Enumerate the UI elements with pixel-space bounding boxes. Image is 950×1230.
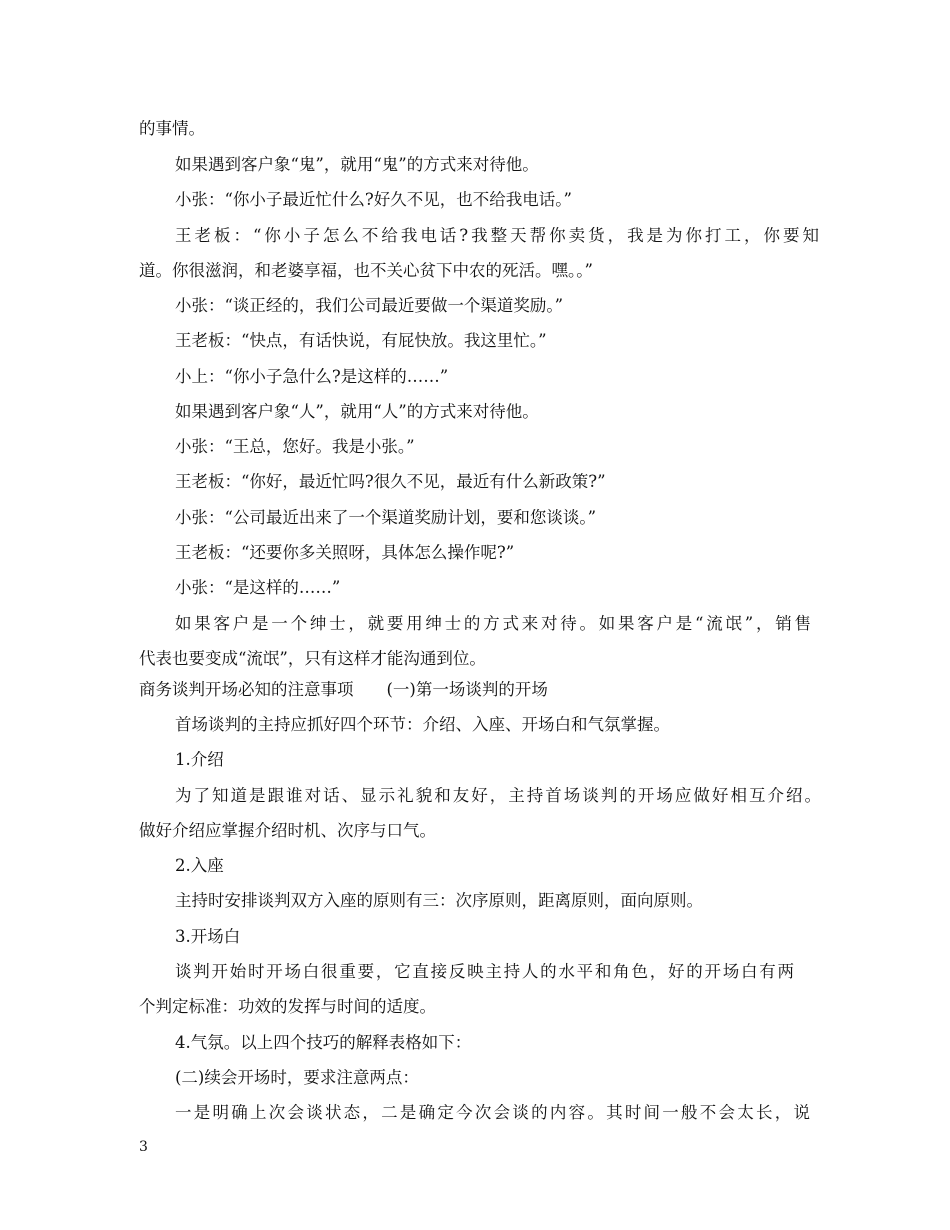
text-line: 小张：“王总，您好。我是小张。” — [175, 437, 415, 456]
text-line: 王老板：“还要你多关照呀，具体怎么操作呢?” — [175, 543, 515, 562]
text-line: 如果客户是一个绅士，就要用绅士的方式来对待。如果客户是“流氓”，销售 — [175, 614, 811, 633]
text-line: 小张：“你小子最近忙什么?好久不见，也不给我电话。” — [175, 190, 572, 209]
text-line: 做好介绍应掌握介绍时机、次序与口气。 — [139, 821, 436, 840]
text-line: 小张：“公司最近出来了一个渠道奖励计划，要和您谈谈。” — [175, 508, 597, 527]
text-line: 一是明确上次会谈状态，二是确定今次会谈的内容。其时间一般不会太长，说 — [175, 1103, 810, 1122]
item-heading: 3.开场白 — [175, 927, 241, 946]
text-line: 如果遇到客户象“人”，就用“人”的方式来对待他。 — [175, 402, 539, 421]
text-line: 为了知道是跟谁对话、显示礼貌和友好，主持首场谈判的开场应做好相互介绍。 — [175, 786, 821, 805]
item-heading: 1.介绍 — [175, 750, 224, 769]
item-heading: 2.入座 — [175, 856, 224, 875]
text-line: 小上：“你小子急什么?是这样的……” — [175, 367, 449, 386]
text-line: 代表也要变成“流氓”，只有这样才能沟通到位。 — [139, 649, 486, 668]
text-line: 个判定标准：功效的发挥与时间的适度。 — [139, 997, 436, 1016]
text-line: 王老板：“快点，有话快说，有屁快放。我这里忙。” — [175, 331, 547, 350]
text-line: 首场谈判的主持应抓好四个环节：介绍、入座、开场白和气氛掌握。 — [175, 715, 670, 734]
text-line: 如果遇到客户象“鬼”，就用“鬼”的方式来对待他。 — [175, 155, 539, 174]
text-line: (二)续会开场时，要求注意两点： — [175, 1068, 419, 1087]
text-line: 主持时安排谈判双方入座的原则有三：次序原则，距离原则，面向原则。 — [175, 891, 703, 910]
text-line: 小张：“谈正经的，我们公司最近要做一个渠道奖励。” — [175, 296, 564, 315]
page-number: 3 — [139, 1139, 148, 1155]
text-line: 小张：“是这样的……” — [175, 578, 341, 597]
text-line: 道。你很滋润，和老婆享福，也不关心贫下中农的死活。嘿。。” — [139, 261, 593, 280]
text-line: 王老板：“你好，最近忙吗?很久不见，最近有什么新政策?” — [175, 472, 606, 491]
text-line: 王老板：“你小子怎么不给我电话?我整天帮你卖货，我是为你打工，你要知 — [175, 226, 819, 245]
section-heading: 商务谈判开场必知的注意事项 (一)第一场谈判的开场 — [139, 680, 548, 699]
text-line: 的事情。 — [139, 119, 205, 138]
text-line: 谈判开始时开场白很重要，它直接反映主持人的水平和角色，好的开场白有两 — [175, 962, 794, 981]
item-heading: 4.气氛。以上四个技巧的解释表格如下： — [175, 1033, 472, 1052]
